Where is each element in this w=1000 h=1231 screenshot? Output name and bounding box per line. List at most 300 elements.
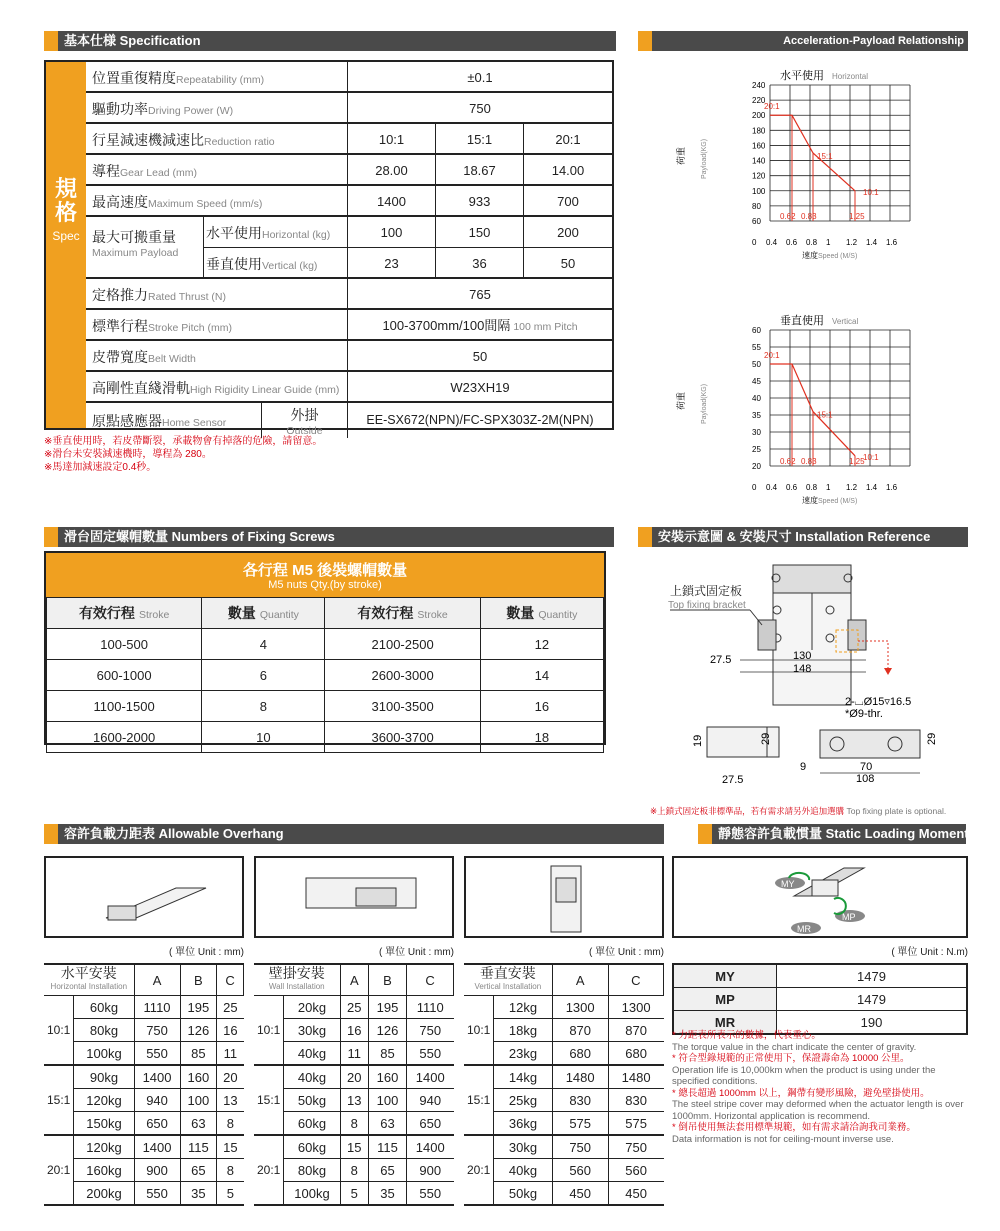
overhang-table: [464, 963, 664, 1206]
overhang-value: 13: [217, 1089, 244, 1112]
spec-row: [86, 310, 612, 341]
screws-head-en: M5 nuts Qty.(by stroke): [268, 579, 382, 591]
accel-ratio: 10:1: [863, 187, 879, 197]
overhang-load: 100kg: [284, 1182, 340, 1206]
static-note: * 力距表所表示的數據，代表重心。: [672, 1030, 821, 1041]
overhang-value: 11: [340, 1042, 368, 1066]
overhang-unit: ( 單位 Unit : mm): [169, 947, 244, 958]
accel-ratio: 20:1: [764, 102, 780, 112]
overhang-row: [44, 996, 244, 1019]
screws-head-zh: 各行程 M5 後裝螺帽數量: [242, 562, 408, 579]
spec-cell: 36: [436, 248, 524, 279]
spec-row-zh: 驅動功率: [92, 101, 148, 117]
accel-charts: [670, 60, 970, 505]
overhang-value: 25: [340, 996, 368, 1019]
accel-mark: 1.25: [849, 212, 865, 221]
overhang-value: 1400: [407, 1065, 454, 1089]
overhang-row: [254, 1019, 454, 1042]
overhang-value: 940: [407, 1089, 454, 1112]
overhang-load: 30kg: [494, 1135, 552, 1159]
spec-row-en: High Rigidity Linear Guide (mm): [190, 384, 340, 396]
overhang-value: 35: [369, 1182, 407, 1206]
y-tick: 0: [752, 483, 757, 492]
overhang-load: 120kg: [74, 1135, 134, 1159]
home-label: [86, 403, 262, 438]
overhang-load: 23kg: [494, 1042, 552, 1066]
accel-chart-title: 水平使用: [780, 70, 824, 82]
spec-cell: 50: [524, 248, 612, 279]
y-label-en: Payload(KG): [701, 383, 708, 424]
dim-e: 29: [760, 732, 772, 745]
spec-cell: [348, 186, 436, 217]
spec-cell: 100: [348, 217, 436, 248]
overhang-value: 1300: [552, 996, 608, 1019]
overhang-ratio: 20:1: [254, 1135, 284, 1205]
spec-cell-value: 933: [468, 194, 491, 209]
overhang-value: 1110: [134, 996, 180, 1019]
spec-row-zh: 標準行程: [92, 318, 148, 334]
spec-row-label: [86, 155, 348, 186]
overhang-value: 8: [217, 1159, 244, 1182]
payload-sub-zh: 垂直使用: [206, 256, 262, 272]
overhang-value: 1300: [608, 996, 663, 1019]
home-zh: 原點感應器: [92, 413, 162, 429]
y-tick: 50: [752, 360, 761, 369]
overhang-value: 750: [608, 1135, 663, 1159]
screws-cell: 2600-3000: [325, 660, 480, 691]
y-tick: 40: [752, 394, 761, 403]
hole-thread: *Ø9-thr.: [845, 708, 883, 720]
y-tick: 60: [752, 217, 761, 226]
overhang-value: 115: [369, 1135, 407, 1159]
overhang-col-head: A: [134, 964, 180, 996]
x-tick: 1.6: [886, 238, 898, 247]
overhang-load: 40kg: [284, 1065, 340, 1089]
overhang-value: 830: [608, 1089, 663, 1112]
overhang-value: 16: [217, 1019, 244, 1042]
overhang-col-head: B: [180, 964, 217, 996]
spec-cell: [348, 93, 612, 124]
overhang-value: 160: [369, 1065, 407, 1089]
overhang-value: 65: [180, 1159, 217, 1182]
home-sub-en: Outside: [286, 425, 323, 437]
static-row: [673, 988, 967, 1011]
overhang-value: 20: [340, 1065, 368, 1089]
accel-chart-title: 垂直使用: [780, 315, 824, 327]
install-note-en: Top fixing plate is optional.: [846, 806, 947, 816]
screws-cell: 1600-2000: [47, 722, 202, 753]
accel-mark: 0.83: [801, 212, 817, 221]
y-tick: 220: [752, 96, 766, 106]
overhang-row: [254, 996, 454, 1019]
dim-d: 19: [692, 734, 704, 747]
spec-cell: [524, 155, 612, 186]
overhang-value: 13: [340, 1089, 368, 1112]
overhang-row: [464, 1089, 664, 1112]
screws-cell: 6: [202, 660, 325, 691]
overhang-col-head: A: [552, 964, 608, 996]
overhang-row: [44, 1065, 244, 1089]
overhang-load: 50kg: [494, 1182, 552, 1206]
overhang-value: 750: [134, 1019, 180, 1042]
accel-mark: 0.62: [780, 457, 796, 466]
overhang-row: [44, 1135, 244, 1159]
static-note: * 倒吊使用無法套用標準規範，如有需求請洽詢我司業務。: [672, 1122, 916, 1133]
screws-col-zh: 有效行程: [78, 605, 135, 621]
spec-cell-value: 18.67: [463, 163, 496, 178]
y-tick: 100: [752, 186, 766, 196]
overhang-header-row: [254, 964, 454, 996]
overhang-row: [44, 1042, 244, 1066]
screws-cell: 14: [480, 660, 603, 691]
x-tick: 1: [826, 483, 831, 492]
overhang-value: 560: [608, 1159, 663, 1182]
spec-cell-value: 20:1: [555, 132, 581, 147]
spec-row-zh: 皮帶寬度: [92, 349, 148, 365]
overhang-title-zh: 垂直安裝: [479, 965, 536, 981]
static-note: The steel stripe cover may deformed when the actuator length is over 1000mm. Horizontal application is recommend.: [672, 1099, 964, 1122]
overhang-title-zh: 壁掛安裝: [268, 965, 325, 981]
spec-cell-value: 700: [557, 194, 579, 209]
screws-cell: 12: [480, 629, 603, 660]
overhang-load: 90kg: [74, 1065, 134, 1089]
spec-side-zh: 規格: [54, 176, 77, 225]
overhang-value: 100: [369, 1089, 407, 1112]
y-tick: 240: [752, 81, 766, 90]
static-unit: ( 單位 Unit : N.m): [891, 947, 968, 958]
bracket-label-en: Top fixing bracket: [668, 600, 746, 611]
spec-cell-value: W23XH19: [450, 380, 510, 395]
overhang-value: 750: [552, 1135, 608, 1159]
spec-row: [86, 279, 612, 310]
overhang-header-row: [44, 964, 244, 996]
y-tick: 80: [752, 201, 761, 211]
overhang-title-cell: [44, 964, 134, 996]
home-sub: [262, 403, 348, 438]
overhang-value: 550: [134, 1042, 180, 1066]
overhang-value: 5: [217, 1182, 244, 1206]
static-note: The torque value in the chart indicate the center of gravity.: [672, 1041, 917, 1053]
overhang-value: 900: [134, 1159, 180, 1182]
spec-cell: 150: [436, 217, 524, 248]
static-section-header: 靜態容許負載慣量 Static Loading Moment: [698, 824, 966, 844]
static-note: * 總長超過 1000mm 以上，鋼帶有變形風險，避免壁掛使用。: [672, 1087, 930, 1099]
moment-my-label: MY: [781, 879, 795, 889]
y-tick: 55: [752, 343, 761, 352]
screws-row: [47, 660, 604, 691]
screws-col-en: Quantity: [538, 609, 578, 621]
overhang-value: 870: [608, 1019, 663, 1042]
overhang-load: 50kg: [284, 1089, 340, 1112]
overhang-value: 85: [369, 1042, 407, 1066]
x-tick: 1.2: [846, 238, 858, 247]
spec-note: ※垂直使用時，若皮帶斷裂，承載物會有掉落的危險，請留意。: [44, 436, 323, 447]
overhang-col-head: C: [608, 964, 663, 996]
overhang-row: [254, 1135, 454, 1159]
dim-c: 148: [793, 663, 812, 675]
screws-col-zh: 有效行程: [357, 605, 414, 621]
overhang-value: 100: [180, 1089, 217, 1112]
screws-cell: 3100-3500: [325, 691, 480, 722]
screws-table: [44, 551, 606, 745]
overhang-value: 16: [340, 1019, 368, 1042]
overhang-ratio: 10:1: [44, 996, 74, 1066]
overhang-title-en: Horizontal Installation: [50, 982, 128, 991]
payload-en: Maximum Payload: [92, 247, 179, 259]
overhang-load: 60kg: [74, 996, 134, 1019]
home-sub-zh: 外掛: [290, 407, 319, 423]
y-label-zh: 荷重: [676, 391, 686, 410]
screws-row: [47, 629, 604, 660]
home-value: EE-SX672(NPN)/FC-SPX303Z-2M(NPN): [366, 413, 594, 427]
accel-ratio: 15:1: [817, 410, 833, 420]
spec-cell: [348, 62, 612, 93]
x-tick: 1.6: [886, 483, 898, 492]
overhang-col-head: C: [407, 964, 454, 996]
y-tick: 30: [752, 428, 761, 437]
x-label-zh: 速度: [802, 496, 818, 505]
static-moment-label: MR: [673, 1011, 777, 1035]
spec-row-en: Driving Power (W): [148, 105, 234, 117]
overhang-value: 650: [134, 1112, 180, 1136]
overhang-value: 8: [340, 1159, 368, 1182]
static-moment-label: MP: [673, 988, 777, 1011]
overhang-title-zh: 水平安裝: [60, 965, 117, 981]
overhang-value: 1480: [552, 1065, 608, 1089]
x-tick: 0.8: [806, 483, 818, 492]
overhang-table: [254, 963, 454, 1206]
install-section-header: 安裝示意圖 & 安裝尺寸 Installation Reference: [638, 527, 968, 547]
overhang-row: [44, 1089, 244, 1112]
screws-col-head: [47, 598, 202, 629]
overhang-col-head: B: [369, 964, 407, 996]
x-tick: 0.4: [766, 483, 778, 492]
install-drawing: [640, 555, 970, 815]
install-note: [650, 805, 946, 817]
screws-cell: 600-1000: [47, 660, 202, 691]
static-moment-value: 190: [777, 1011, 968, 1035]
x-tick: 0.6: [786, 483, 798, 492]
spec-row-label: [86, 310, 348, 341]
screws-row: [47, 691, 604, 722]
y-tick: 60: [752, 326, 761, 335]
overhang-value: 1480: [608, 1065, 663, 1089]
payload-horizontal: [204, 217, 348, 248]
overhang-value: 8: [340, 1112, 368, 1136]
spec-cell-value: 100-3700mm/100間隔: [382, 318, 511, 333]
x-tick: 0.4: [766, 238, 778, 247]
spec-row-en: Maximum Speed (mm/s): [148, 198, 263, 210]
overhang-load: 25kg: [494, 1089, 552, 1112]
moment-mp-label: MP: [842, 912, 856, 922]
overhang-load: 80kg: [284, 1159, 340, 1182]
spec-row-zh: 行星減速機減速比: [92, 132, 204, 148]
spec-cell-value: 14.00: [551, 163, 585, 178]
overhang-row: [44, 1112, 244, 1136]
spec-side-label: [46, 62, 86, 428]
spec-cell-value: ±0.1: [467, 70, 493, 85]
spec-cell: [436, 186, 524, 217]
overhang-ratio: 15:1: [254, 1065, 284, 1135]
spec-cell: [348, 155, 436, 186]
payload-label: [86, 217, 204, 279]
dim-a: 27.5: [710, 654, 732, 666]
spec-row-label: [86, 341, 348, 372]
overhang-title-cell: [254, 964, 340, 996]
overhang-value: 550: [407, 1042, 454, 1066]
overhang-value: 830: [552, 1089, 608, 1112]
overhang-value: 25: [217, 996, 244, 1019]
dim-f: 27.5: [722, 774, 744, 786]
screws-col-head: [202, 598, 325, 629]
y-tick: 140: [752, 156, 766, 166]
static-row: [673, 964, 967, 988]
overhang-row: [254, 1065, 454, 1089]
spec-cell-value: 50: [472, 349, 488, 364]
spec-cell: [524, 186, 612, 217]
screws-cell: 18: [480, 722, 603, 753]
overhang-value: 63: [180, 1112, 217, 1136]
spec-cell: 23: [348, 248, 436, 279]
overhang-load: 36kg: [494, 1112, 552, 1136]
accel-chart-title-en: Vertical: [832, 317, 859, 326]
static-moment-value: 1479: [777, 988, 968, 1011]
overhang-diagram: [254, 856, 454, 938]
x-tick: 1.4: [866, 238, 878, 247]
overhang-col-head: A: [340, 964, 368, 996]
overhang-row: [464, 1019, 664, 1042]
x-tick: 1: [826, 238, 831, 247]
spec-cell-value: 1400: [377, 194, 406, 209]
accel-mark: 1.25: [849, 457, 865, 466]
spec-notes: [44, 435, 322, 474]
overhang-value: 680: [552, 1042, 608, 1066]
dim-g: 9: [800, 761, 807, 773]
overhang-load: 40kg: [284, 1042, 340, 1066]
screws-cell: 10: [202, 722, 325, 753]
payload-sub-en: Horizontal (kg): [262, 229, 331, 241]
spec-row-label: [86, 186, 348, 217]
accel-mark: 0.83: [801, 457, 817, 466]
static-moment-label: MY: [673, 964, 777, 988]
overhang-load: 150kg: [74, 1112, 134, 1136]
spec-note: ※滑台未安裝減速機時，導程為 280。: [44, 449, 212, 460]
spec-cell: [348, 310, 612, 341]
overhang-load: 30kg: [284, 1019, 340, 1042]
spec-row-zh: 位置重復精度: [92, 70, 176, 86]
overhang-row: [44, 1182, 244, 1206]
overhang-load: 160kg: [74, 1159, 134, 1182]
y-tick: 120: [752, 171, 766, 181]
overhang-value: 15: [217, 1135, 244, 1159]
y-tick: 180: [752, 126, 766, 136]
screws-col-en: Stroke: [417, 609, 448, 621]
overhang-load: 200kg: [74, 1182, 134, 1206]
overhang-row: [254, 1089, 454, 1112]
overhang-value: 8: [217, 1112, 244, 1136]
spec-cell-value: 10:1: [378, 132, 405, 147]
x-tick: 1.4: [866, 483, 878, 492]
spec-cell: [436, 124, 524, 155]
overhang-value: 650: [407, 1112, 454, 1136]
spec-row-zh: 高剛性直綫滑軌: [92, 380, 190, 396]
spec-cell-value: 750: [469, 101, 491, 116]
payload-sub-en: Vertical (kg): [262, 260, 318, 272]
overhang-value: 450: [552, 1182, 608, 1206]
overhang-value: 63: [369, 1112, 407, 1136]
overhang-title-en: Vertical Installation: [474, 982, 542, 991]
overhang-value: 1400: [407, 1135, 454, 1159]
overhang-ratio: 10:1: [464, 996, 494, 1066]
overhang-value: 85: [180, 1042, 217, 1066]
y-tick: 200: [752, 111, 766, 121]
accel-ratio: 20:1: [764, 351, 780, 360]
overhang-unit: ( 單位 Unit : mm): [589, 947, 664, 958]
overhang-value: 450: [608, 1182, 663, 1206]
spec-row-label: [86, 372, 348, 403]
overhang-load: 14kg: [494, 1065, 552, 1089]
overhang-row: [254, 1112, 454, 1136]
y-tick: 20: [752, 462, 761, 471]
overhang-value: 550: [407, 1182, 454, 1206]
install-note-zh: ※上鎖式固定板非標準品，若有需求請另外追加選購: [650, 806, 845, 816]
overhang-value: 575: [608, 1112, 663, 1136]
overhang-value: 1400: [134, 1135, 180, 1159]
spec-row-label: [86, 62, 348, 93]
overhang-table: [44, 963, 244, 1206]
overhang-row: [464, 1182, 664, 1206]
x-tick: 0.6: [786, 238, 798, 247]
overhang-ratio: 20:1: [464, 1135, 494, 1205]
screws-header-row: [47, 598, 604, 629]
overhang-value: 870: [552, 1019, 608, 1042]
spec-table: [44, 60, 614, 437]
spec-row: [86, 93, 612, 124]
overhang-row: [464, 1042, 664, 1066]
bracket-label-zh: 上鎖式固定板: [670, 584, 743, 598]
overhang-value: 15: [340, 1135, 368, 1159]
overhang-value: 65: [369, 1159, 407, 1182]
overhang-row: [464, 1112, 664, 1136]
overhang-value: 575: [552, 1112, 608, 1136]
screws-cell: 8: [202, 691, 325, 722]
dim-i: 108: [856, 773, 875, 785]
static-diagram: [672, 856, 968, 938]
spec-row-en: Stroke Pitch (mm): [148, 322, 233, 334]
home-en: Home Sensor: [162, 417, 227, 429]
overhang-ratio: 20:1: [44, 1135, 74, 1205]
accel-chart-title-en: Horizontal: [832, 72, 869, 81]
y-tick: 25: [752, 445, 761, 454]
y-tick: 35: [752, 411, 761, 420]
screws-cell: 2100-2500: [325, 629, 480, 660]
dim-h: 70: [860, 761, 873, 773]
y-label-zh: 荷重: [676, 146, 686, 165]
overhang-row: [254, 1159, 454, 1182]
x-label-zh: 速度: [802, 251, 818, 260]
screws-col-head: [325, 598, 480, 629]
spec-note: ※馬達加減速設定0.4秒。: [44, 462, 157, 473]
screws-cell: 16: [480, 691, 603, 722]
spec-cell: [348, 124, 436, 155]
overhang-load: 60kg: [284, 1112, 340, 1136]
dim-j: 29: [926, 732, 938, 745]
overhang-load: 120kg: [74, 1089, 134, 1112]
spec-row-en: Gear Lead (mm): [120, 167, 198, 179]
overhang-value: 11: [217, 1042, 244, 1066]
overhang-unit: ( 單位 Unit : mm): [379, 947, 454, 958]
overhang-diagram: [44, 856, 244, 938]
